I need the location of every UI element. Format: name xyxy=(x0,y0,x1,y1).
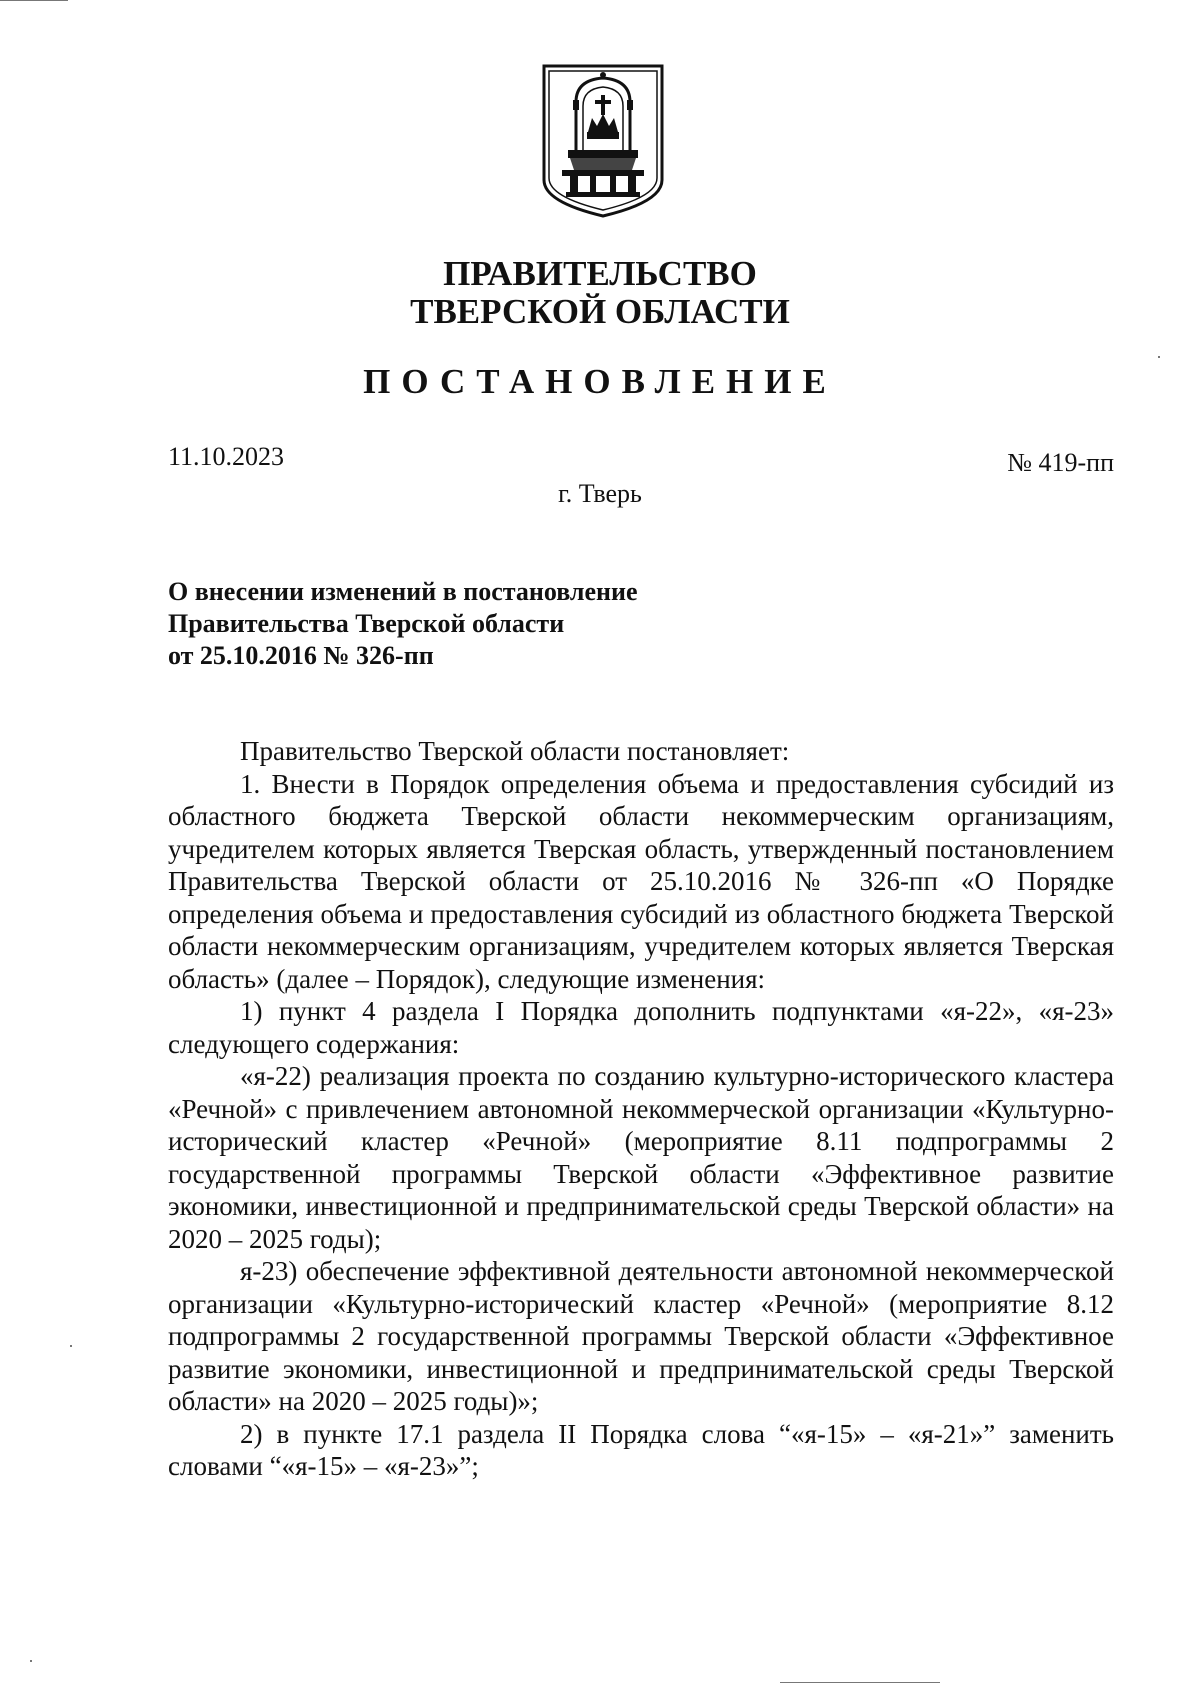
organization-name-line1: ПРАВИТЕЛЬСТВО xyxy=(443,254,757,293)
scan-artifact xyxy=(30,1660,32,1662)
document-subject xyxy=(168,576,768,672)
document-number: № 419-пп xyxy=(1007,448,1114,477)
body-paragraph-subitem-1: 1) пункт 4 раздела I Порядка дополнить подпунктами «я-22», «я-23» следующего содержания: xyxy=(168,996,1114,1059)
body-paragraph-ya-22: «я-22) реализация проекта по созданию культурно-исторического кластера «Речной» с привлечением автономной некоммерческой организации «Культурно-исторический кластер «Речной» (мероприятие 8.11 подпрограммы 2 государственной программы Тверской области «Эффективное развитие экономики, инвестиционной и предпринимательской среды Тверской области» на 2020 – 2025 годы); xyxy=(168,1061,1114,1254)
document-type: ПОСТАНОВЛЕНИЕ xyxy=(363,362,837,401)
body-paragraph-ya-23: я-23) обеспечение эффективной деятельности автономной некоммерческой организации «Культурно-исторический кластер «Речной» (мероприятие 8.12 подпрограммы 2 государственной программы Тверской области «Эффективное развитие экономики, инвестиционной и предпринимательской среды Тверской области» на 2020 – 2025 годы)»; xyxy=(168,1256,1114,1416)
scan-artifact xyxy=(0,0,68,1)
coat-of-arms-icon xyxy=(540,62,666,220)
subject-line: О внесении изменений в постановление xyxy=(168,577,638,606)
document-body xyxy=(168,735,1114,1483)
body-paragraph-preamble: Правительство Тверской области постановляет: xyxy=(240,736,790,766)
organization-name-line2: ТВЕРСКОЙ ОБЛАСТИ xyxy=(410,292,790,331)
subject-line: от 25.10.2016 № 326-пп xyxy=(168,641,434,670)
scan-artifact xyxy=(1158,356,1160,358)
scan-artifact xyxy=(70,1345,72,1347)
body-paragraph-item-1: 1. Внести в Порядок определения объема и предоставления субсидий из областного бюджета Тверской области некоммерческим организациям, учредителем которых является Тверская область, утвержденный постановлением Правительства Тверской области от 25.10.2016 № 326-пп «О Порядке определения объема и предоставления субсидий из областного бюджета Тверской области некоммерческим организациям, учредителем которых является Тверская область» (далее – Порядок), следующие изменения: xyxy=(168,768,1114,994)
body-paragraph-subitem-2: 2) в пункте 17.1 раздела II Порядка слова “«я-15» – «я-21»” заменить словами “«я-15» – «я-23»”; xyxy=(168,1418,1114,1481)
document-date: 11.10.2023 xyxy=(168,442,285,471)
document-city: г. Тверь xyxy=(558,479,642,508)
subject-line: Правительства Тверской области xyxy=(168,609,565,638)
scan-artifact xyxy=(780,1682,940,1683)
